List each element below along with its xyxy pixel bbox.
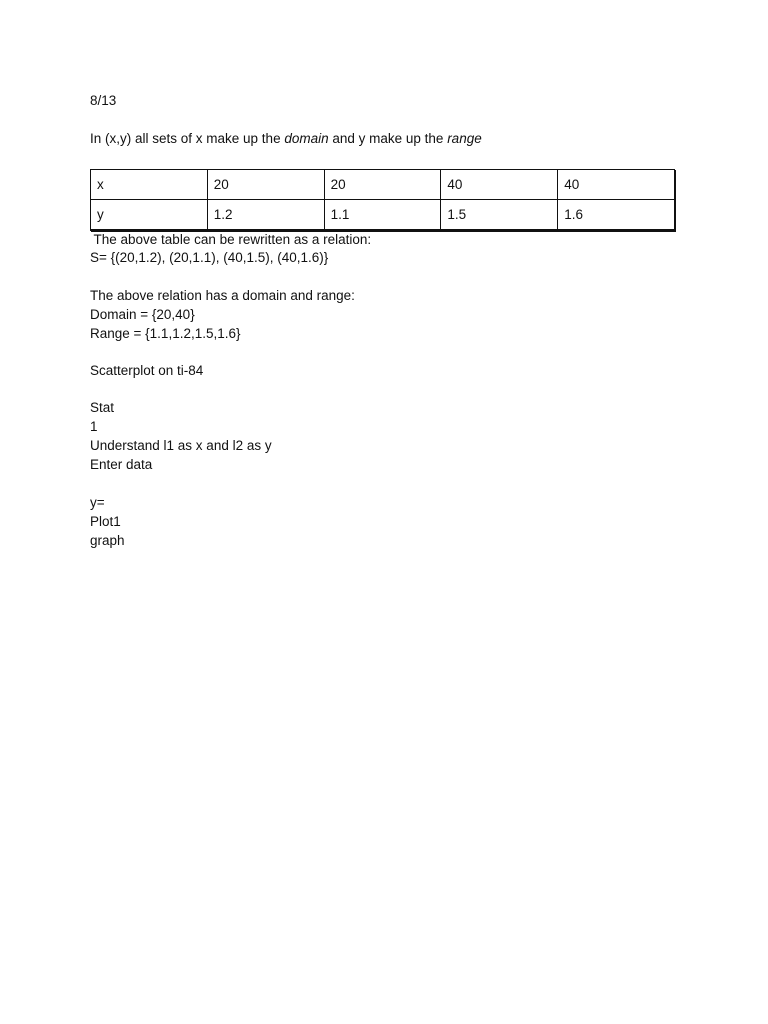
table-cell: 40 — [441, 170, 558, 200]
xy-table — [90, 169, 675, 231]
relation-intro: The above table can be rewritten as a relation: — [90, 232, 372, 247]
table-cell: 20 — [207, 170, 324, 200]
table-cell-label: y — [91, 200, 208, 231]
scatterplot-heading: Scatterplot on ti-84 — [90, 363, 204, 378]
intro-range-word: range — [447, 131, 482, 146]
range-line: Range = {1.1,1.2,1.5,1.6} — [90, 326, 241, 341]
table-cell: 20 — [324, 170, 441, 200]
table-row-y — [91, 200, 675, 231]
table-cell: 40 — [558, 170, 675, 200]
table-cell: 1.1 — [324, 200, 441, 231]
table-cell: 1.5 — [441, 200, 558, 231]
step-plot1: Plot1 — [90, 514, 121, 529]
domain-line: Domain = {20,40} — [90, 307, 195, 322]
intro-domain-word: domain — [284, 131, 329, 146]
step-enter-data: Enter data — [90, 457, 153, 472]
date-heading: 8/13 — [90, 93, 117, 108]
intro-text-part1: In (x,y) all sets of x make up the — [90, 131, 285, 146]
domain-range-intro: The above relation has a domain and range: — [90, 288, 355, 303]
table-cell-label: x — [91, 170, 208, 200]
step-y-equals: y= — [90, 495, 105, 510]
relation-set: S= {(20,1.2), (20,1.1), (40,1.5), (40,1.6)} — [90, 250, 329, 265]
intro-text-part2: and y make up the — [328, 131, 448, 146]
step-one: 1 — [90, 419, 98, 434]
step-graph: graph — [90, 533, 125, 548]
step-stat: Stat — [90, 400, 115, 415]
table-cell: 1.2 — [207, 200, 324, 231]
intro-sentence — [90, 131, 482, 147]
table-row-x — [91, 170, 675, 200]
step-understand: Understand l1 as x and l2 as y — [90, 438, 272, 453]
table-cell: 1.6 — [558, 200, 675, 231]
